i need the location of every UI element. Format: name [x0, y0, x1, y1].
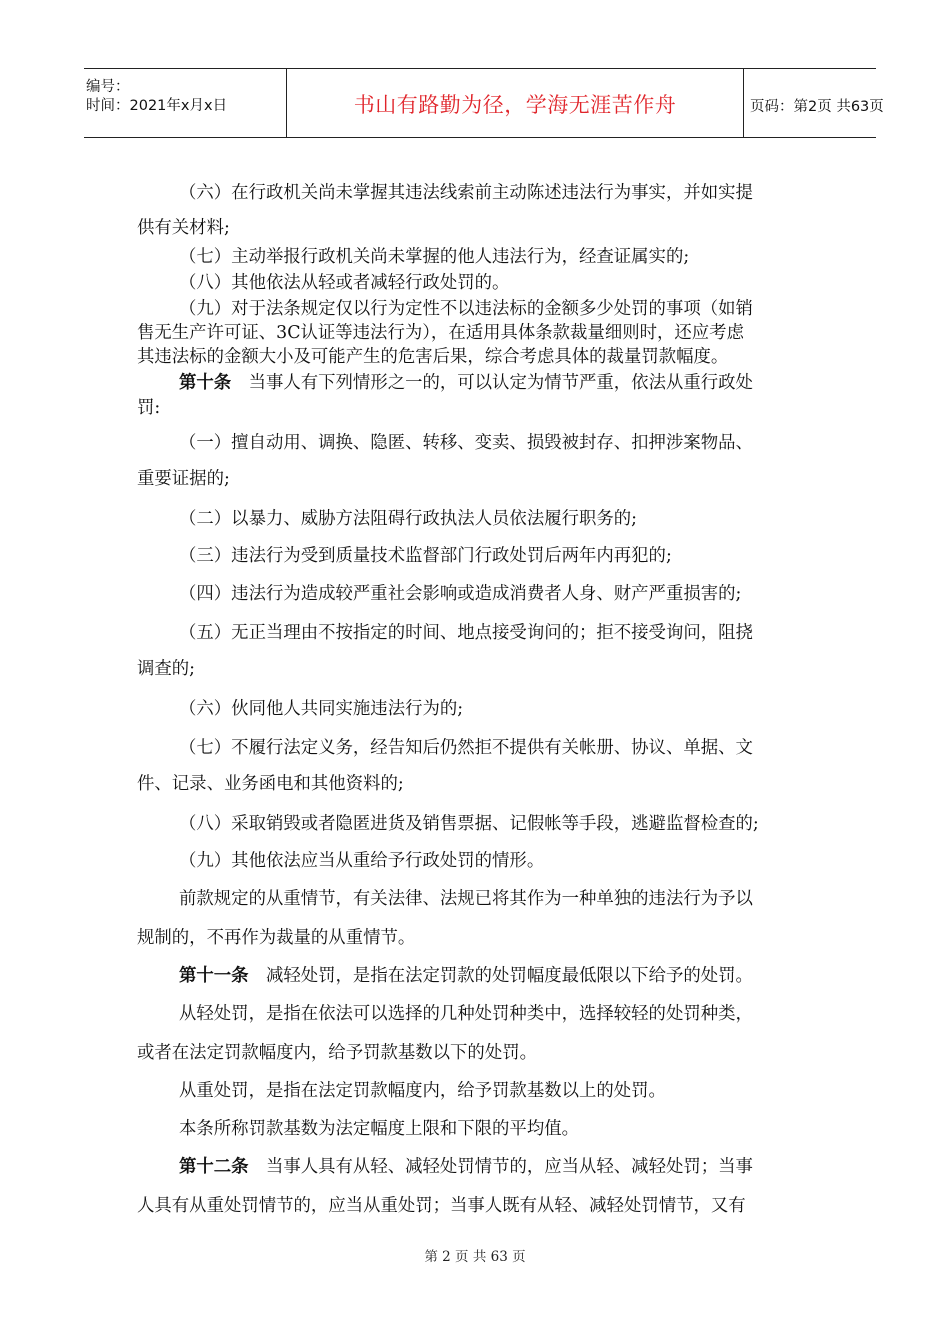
body-line: （五）无正当理由不按指定的时间、地点接受询问的；拒不接受询问，阻挠	[179, 623, 753, 643]
body-line: （六）伙同他人共同实施违法行为的;	[179, 699, 464, 719]
body-line: 人具有从重处罚情节的，应当从重处罚；当事人既有从轻、减轻处罚情节，又有	[137, 1196, 746, 1216]
header-page-number: 页码：第2页 共63页	[750, 99, 884, 115]
body-line: 从轻处罚，是指在依法可以选择的几种处罚种类中，选择较轻的处罚种类，	[179, 1004, 753, 1024]
article-label: 第十一条	[179, 966, 249, 986]
body-line: 调查的;	[137, 659, 196, 679]
body-line: （四）违法行为造成较严重社会影响或造成消费者人身、财产严重损害的;	[179, 584, 742, 604]
header-motto: 书山有路勤为径，学海无涯苦作舟	[353, 93, 677, 117]
page-footer: 第 2 页 共 63 页	[424, 1249, 526, 1265]
header-info-cell	[84, 69, 284, 137]
article-label: 第十条	[179, 373, 232, 393]
body-line: （七）不履行法定义务，经告知后仍然拒不提供有关帐册、协议、单据、文	[179, 738, 753, 758]
article-label: 第十二条	[179, 1157, 249, 1177]
body-line: （六）在行政机关尚未掌握其违法线索前主动陈述违法行为事实，并如实提	[179, 183, 753, 203]
body-line: 从重处罚，是指在法定罚款幅度内，给予罚款基数以上的处罚。	[179, 1081, 666, 1101]
body-line: 供有关材料;	[137, 218, 230, 238]
body-line: 罚:	[137, 398, 161, 418]
article-10-heading: 第十条 当事人有下列情形之一的，可以认定为情节严重，依法从重行政处	[179, 373, 753, 393]
body-line: 前款规定的从重情节，有关法律、法规已将其作为一种单独的违法行为予以	[179, 889, 753, 909]
body-line: （一）擅自动用、调换、隐匿、转移、变卖、损毁被封存、扣押涉案物品、	[179, 433, 753, 453]
body-line: 规制的，不再作为裁量的从重情节。	[137, 928, 416, 948]
body-line: （八）采取销毁或者隐匿进货及销售票据、记假帐等手段，逃避监督检查的;	[179, 814, 759, 834]
article-11-heading: 第十一条 减轻处罚，是指在法定罚款的处罚幅度最低限以下给予的处罚。	[179, 966, 753, 986]
body-line: （八）其他依法从轻或者减轻行政处罚的。	[179, 273, 510, 293]
body-line: （七）主动举报行政机关尚未掌握的他人违法行为，经查证属实的;	[179, 247, 690, 267]
body-line: 本条所称罚款基数为法定幅度上限和下限的平均值。	[179, 1119, 579, 1139]
body-line: （二）以暴力、威胁方法阻碍行政执法人员依法履行职务的;	[179, 509, 638, 529]
body-line: 或者在法定罚款幅度内，给予罚款基数以下的处罚。	[137, 1043, 537, 1063]
body-line: 其违法标的金额大小及可能产生的危害后果，综合考虑具体的裁量罚款幅度。	[137, 347, 729, 367]
document-number-label: 编号：	[86, 79, 130, 95]
body-line: （九）对于法条规定仅以行为定性不以违法标的金额多少处罚的事项（如销	[179, 299, 753, 319]
document-date-label: 时间：2021年x月x日	[86, 98, 228, 114]
body-line: （九）其他依法应当从重给予行政处罚的情形。	[179, 851, 545, 871]
header-page-cell	[744, 69, 884, 137]
body-line: 重要证据的;	[137, 469, 230, 489]
body-line: 件、记录、业务函电和其他资料的;	[137, 774, 404, 794]
article-12-heading: 第十二条 当事人具有从轻、减轻处罚情节的，应当从轻、减轻处罚；当事	[179, 1157, 753, 1177]
page-header	[84, 68, 884, 138]
body-line: （三）违法行为受到质量技术监督部门行政处罚后两年内再犯的;	[179, 546, 672, 566]
header-motto-cell	[286, 69, 744, 137]
body-line: 售无生产许可证、3C认证等违法行为），在适用具体条款裁量细则时，还应考虑	[137, 323, 744, 343]
